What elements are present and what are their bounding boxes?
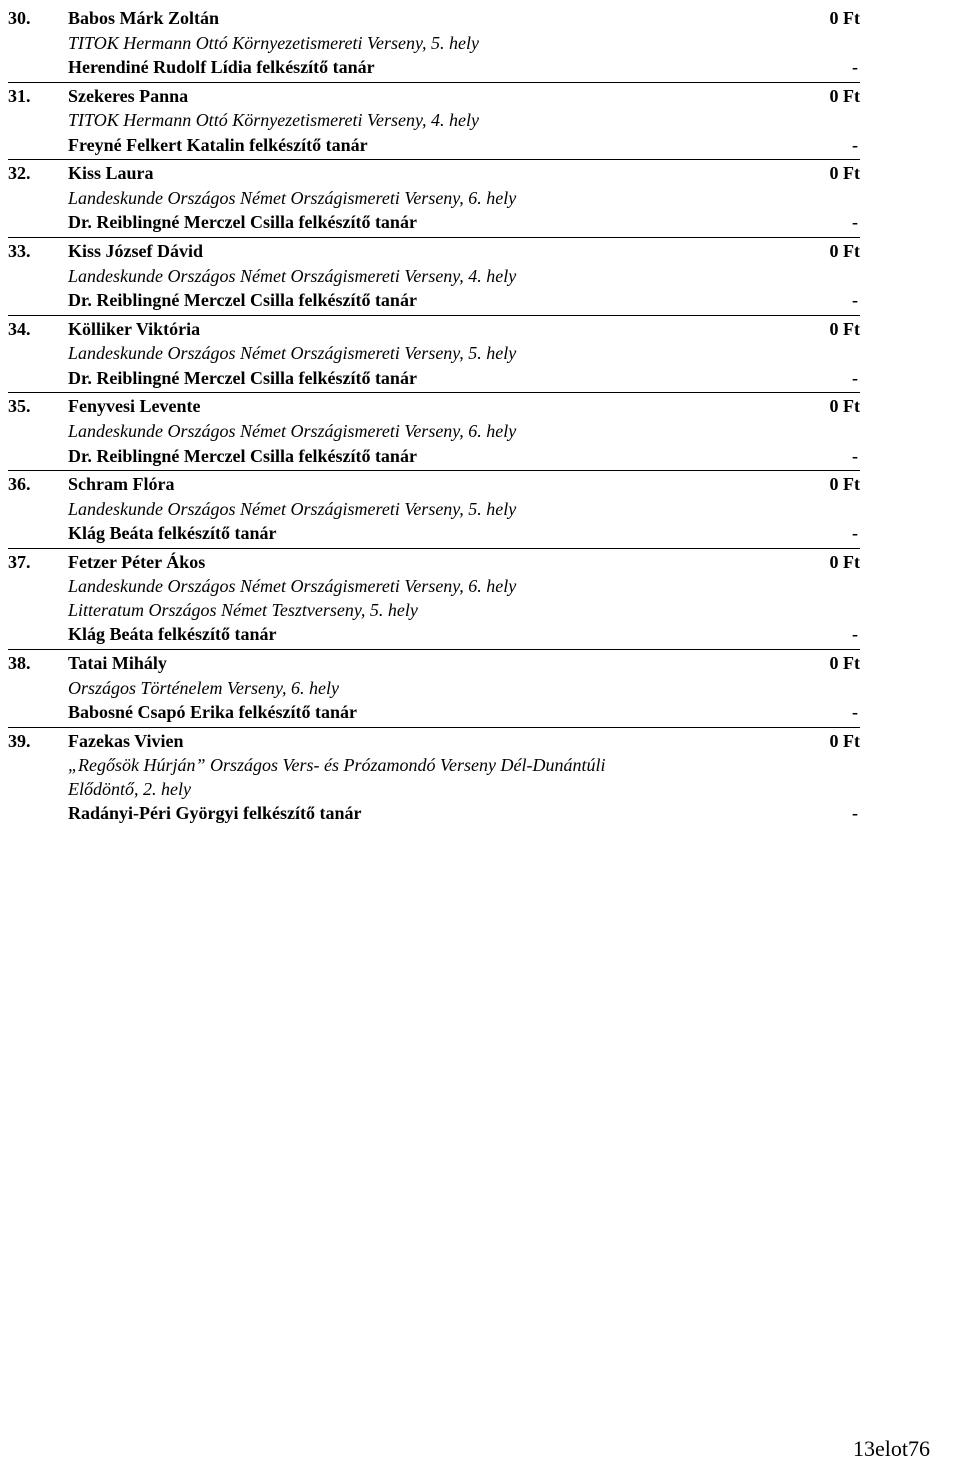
teacher-row	[8, 288, 860, 314]
entry-number: 38.	[8, 653, 31, 673]
entry-number: 35.	[8, 396, 31, 417]
teacher-row	[8, 700, 860, 726]
student-name: Fenyvesi Levente	[68, 396, 201, 417]
student-entry	[8, 472, 860, 549]
student-entry	[8, 651, 860, 728]
teacher-name: Babosné Csapó Erika felkészítő tanár	[68, 702, 358, 723]
student-row	[8, 394, 860, 420]
entry-number: 34.	[8, 318, 31, 339]
entry-number: 30.	[8, 8, 31, 28]
student-row	[8, 317, 860, 343]
teacher-name: Dr. Reiblingné Merczel Csilla felkészítő tanár	[68, 212, 417, 233]
award-amount: 0 Ft	[829, 163, 860, 184]
entry-number: 31.	[8, 85, 31, 106]
competition-result: Landeskunde Országos Német Országismereti Verseny, 6. hely	[68, 576, 517, 597]
teacher-row	[8, 366, 860, 392]
student-row	[8, 550, 860, 576]
student-name: Tatai Mihály	[68, 653, 167, 673]
competition-result: Országos Történelem Verseny, 6. hely	[68, 677, 339, 698]
student-entry	[8, 729, 860, 828]
student-name: Kiss Laura	[68, 163, 154, 184]
competition-result: Landeskunde Országos Német Országismereti Verseny, 4. hely	[68, 265, 517, 286]
teacher-amount-dash: -	[852, 523, 858, 544]
entry-number: 33.	[8, 241, 31, 262]
student-entry	[8, 161, 860, 238]
teacher-name: Klág Beáta felkészítő tanár	[68, 624, 277, 645]
teacher-name: Klág Beáta felkészítő tanár	[68, 523, 277, 544]
entry-number: 39.	[8, 730, 31, 751]
teacher-amount-dash: -	[852, 212, 858, 233]
award-amount: 0 Ft	[829, 85, 860, 106]
student-row	[8, 161, 860, 187]
student-name: Kiss József Dávid	[68, 241, 203, 262]
teacher-row	[8, 801, 860, 827]
student-row	[8, 239, 860, 265]
teacher-amount-dash: -	[852, 57, 858, 78]
page-footer-label: 13elot76	[853, 1436, 930, 1461]
student-entry	[8, 6, 860, 83]
award-amount: 0 Ft	[829, 8, 860, 28]
teacher-name: Dr. Reiblingné Merczel Csilla felkészítő tanár	[68, 367, 417, 388]
student-row	[8, 729, 860, 755]
entry-number: 36.	[8, 474, 31, 495]
teacher-amount-dash: -	[852, 803, 858, 824]
award-amount: 0 Ft	[829, 730, 860, 751]
competition-result: Landeskunde Országos Német Országismereti Verseny, 5. hely	[68, 343, 517, 364]
student-name: Fetzer Péter Ákos	[68, 551, 206, 572]
teacher-row	[8, 210, 860, 236]
student-entry	[8, 239, 860, 316]
student-row	[8, 84, 860, 110]
teacher-name: Herendiné Rudolf Lídia felkészítő tanár	[68, 57, 375, 78]
student-entry	[8, 317, 860, 394]
student-name: Szekeres Panna	[68, 85, 189, 106]
student-name: Babos Márk Zoltán	[68, 8, 220, 28]
teacher-row	[8, 444, 860, 470]
entry-number: 37.	[8, 551, 31, 572]
teacher-row	[8, 55, 860, 81]
teacher-name: Dr. Reiblingné Merczel Csilla felkészítő tanár	[68, 290, 417, 311]
award-amount: 0 Ft	[829, 241, 860, 262]
award-amount: 0 Ft	[829, 653, 860, 673]
teacher-row	[8, 521, 860, 547]
teacher-row	[8, 133, 860, 159]
award-amount: 0 Ft	[829, 318, 860, 339]
competition-result: TITOK Hermann Ottó Környezetismereti Verseny, 5. hely	[68, 32, 479, 53]
teacher-name: Dr. Reiblingné Merczel Csilla felkészítő tanár	[68, 445, 417, 466]
teacher-name: Freyné Felkert Katalin felkészítő tanár	[68, 134, 368, 155]
teacher-name: Radányi-Péri Györgyi felkészítő tanár	[68, 803, 362, 824]
teacher-amount-dash: -	[852, 702, 858, 723]
student-name: Fazekas Vivien	[68, 730, 184, 751]
award-list	[8, 6, 860, 829]
student-row	[8, 472, 860, 498]
competition-result: Landeskunde Országos Német Országismereti Verseny, 6. hely	[68, 421, 517, 442]
award-amount: 0 Ft	[829, 474, 860, 495]
award-amount: 0 Ft	[829, 396, 860, 417]
competition-result: „Regősök Húrján” Országos Vers- és Prózamondó Verseny Dél-Dunántúli Elődöntő, 2. hely	[68, 755, 606, 799]
competition-result: Landeskunde Országos Német Országismereti Verseny, 5. hely	[68, 498, 517, 519]
student-name: Schram Flóra	[68, 474, 175, 495]
competition-result: Landeskunde Országos Német Országismereti Verseny, 6. hely	[68, 187, 517, 208]
teacher-amount-dash: -	[852, 134, 858, 155]
teacher-amount-dash: -	[852, 290, 858, 311]
teacher-row	[8, 622, 860, 648]
competition-result: TITOK Hermann Ottó Környezetismereti Verseny, 4. hely	[68, 110, 479, 131]
entry-number: 32.	[8, 163, 31, 184]
student-entry	[8, 550, 860, 650]
teacher-amount-dash: -	[852, 367, 858, 388]
competition-result: Litteratum Országos Német Tesztverseny, 5. hely	[68, 599, 418, 620]
student-row	[8, 6, 860, 32]
award-amount: 0 Ft	[829, 551, 860, 572]
student-name: Kölliker Viktória	[68, 318, 201, 339]
student-entry	[8, 394, 860, 471]
teacher-amount-dash: -	[852, 624, 858, 645]
teacher-amount-dash: -	[852, 445, 858, 466]
student-entry	[8, 84, 860, 161]
student-row	[8, 651, 860, 677]
